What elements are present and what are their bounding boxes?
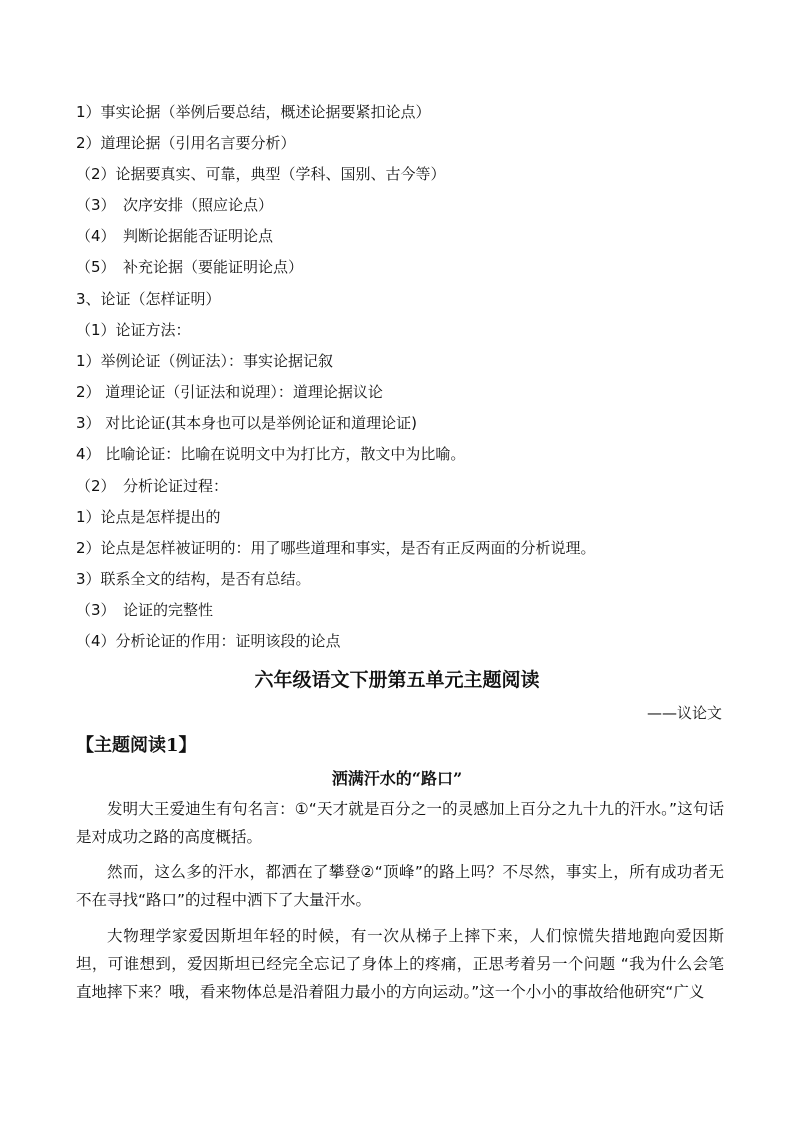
outline-line: （1）论证方法： xyxy=(76,321,191,339)
outline-line: （3） 次序安排（照应论点） xyxy=(76,196,274,214)
outline-line: 2）论点是怎样被证明的：用了哪些道理和事实，是否有正反两面的分析说理。 xyxy=(76,539,596,557)
outline-line: 2）道理论据（引用名言要分析） xyxy=(76,134,296,152)
outline-line: 1）论点是怎样提出的 xyxy=(76,508,221,526)
outline-line: 2） 道理论证（引证法和说理）：道理论据议论 xyxy=(76,383,383,401)
essay-title: 洒满汗水的“路口” xyxy=(331,769,463,788)
outline-line: （5） 补充论据（要能证明论点） xyxy=(76,258,304,276)
essay-paragraph: 发明大王爱迪生有句名言：①“天才就是百分之一的灵感加上百分之九十九的汗水。”这句话是对成功之路的高度概括。 xyxy=(76,800,724,846)
essay-paragraph: 大物理学家爱因斯坦年轻的时候，有一次从梯子上摔下来，人们惊慌失措地跑向爱因斯坦，可谁想到，爱因斯坦已经完全忘记了身体上的疼痛，正思考着另一个问题 “我为什么会笔直地摔下来？哦，看来物体总是沿着阻力最小的方向运动。”这一个小小的事故给他研究“广义 xyxy=(76,927,724,1001)
outline-line: 4） 比喻论证：比喻在说明文中为打比方，散文中为比喻。 xyxy=(76,445,466,463)
essay-paragraph: 然而，这么多的汗水，都洒在了攀登②“顶峰”的路上吗？不尽然，事实上，所有成功者无不在寻找“路口”的过程中洒下了大量汗水。 xyxy=(76,863,724,909)
outline-line: （4）分析论证的作用：证明该段的论点 xyxy=(76,632,341,650)
outline-line: （4） 判断论据能否证明论点 xyxy=(76,227,274,245)
page-subtitle: ——议论文 xyxy=(646,704,722,722)
outline-line: 1）举例论证（例证法）：事实论据记叙 xyxy=(76,352,334,370)
outline-line: （3） 论证的完整性 xyxy=(76,601,214,619)
section-label: 【主题阅读1】 xyxy=(76,735,197,756)
outline-line: 3）联系全文的结构，是否有总结。 xyxy=(76,570,311,588)
outline-line: 3） 对比论证(其本身也可以是举例论证和道理论证) xyxy=(76,414,418,432)
outline-line: （2）论据要真实、可靠，典型（学科、国别、古今等） xyxy=(76,165,446,183)
page-title: 六年级语文下册第五单元主题阅读 xyxy=(254,669,540,691)
outline-line: 1）事实论据（举例后要总结，概述论据要紧扣论点） xyxy=(76,103,431,121)
outline-line: （2） 分析论证过程： xyxy=(76,477,229,495)
outline-line: 3、论证（怎样证明） xyxy=(76,290,221,308)
